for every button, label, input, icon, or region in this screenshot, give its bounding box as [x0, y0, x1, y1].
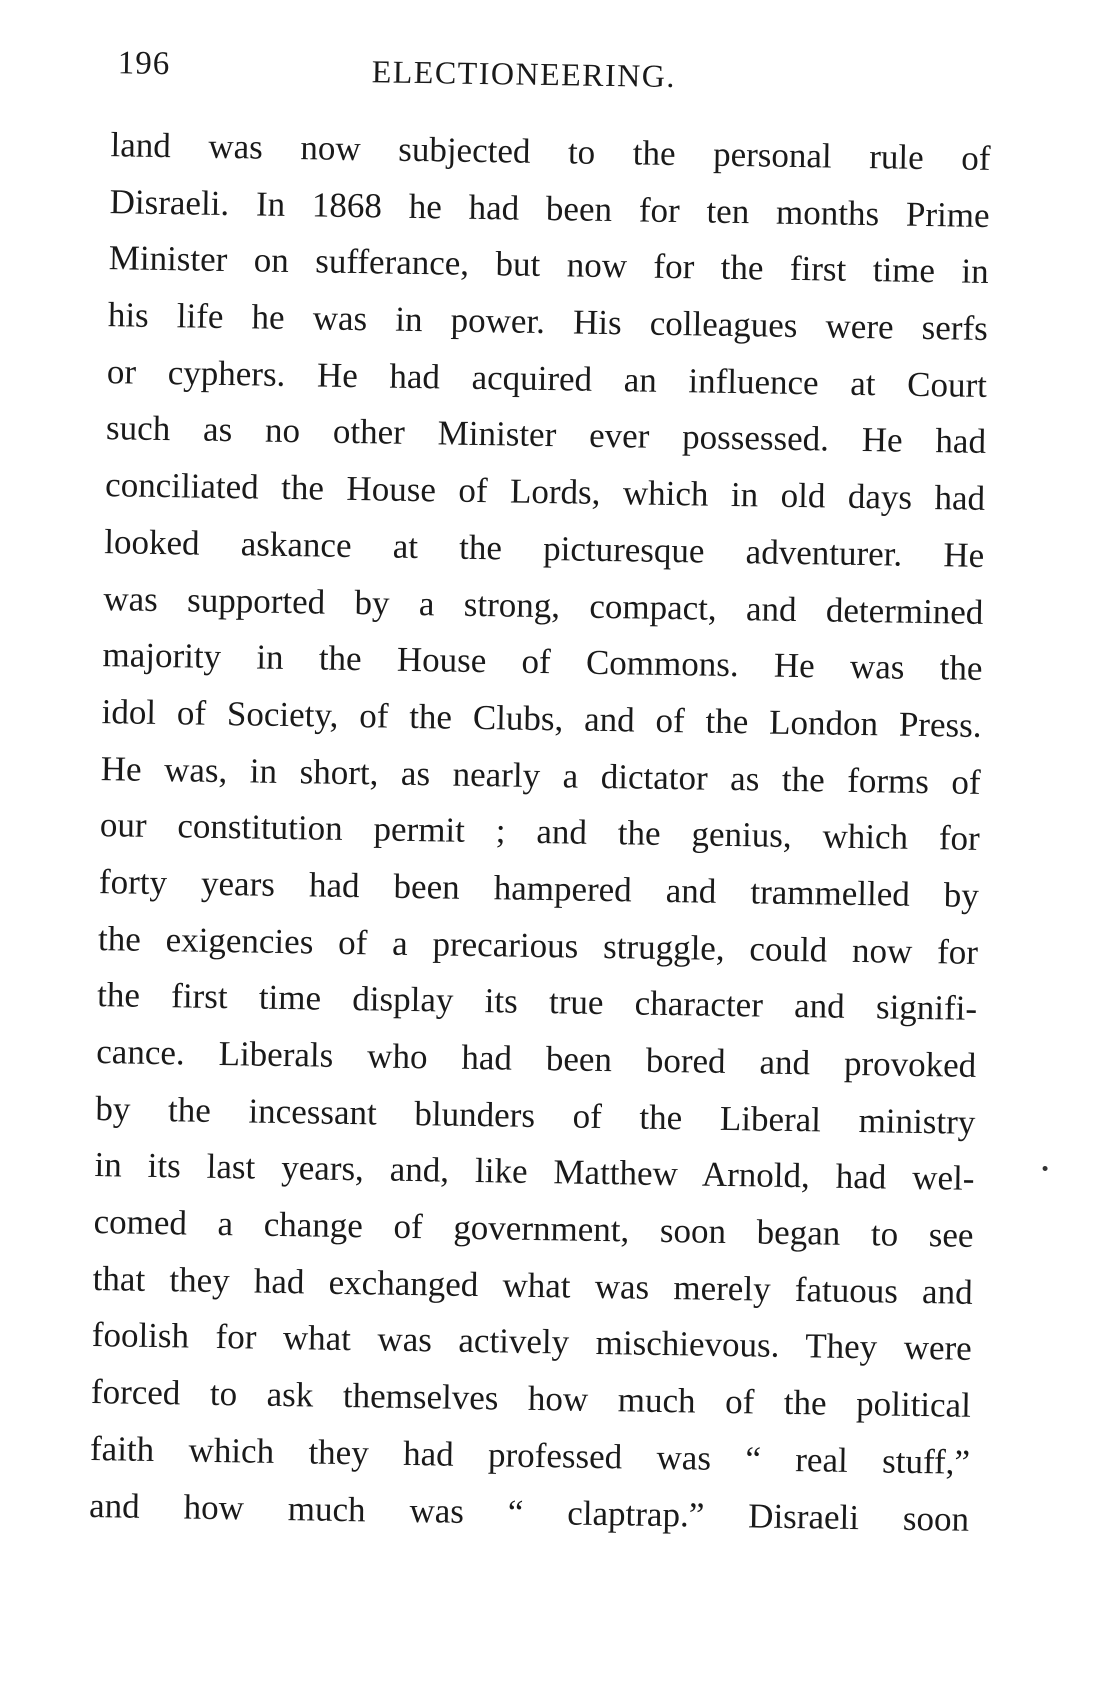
text-line: Minister on sufferance, but now for the first time in: [108, 238, 989, 292]
text-line: majority in the House of Commons. He was the: [102, 635, 983, 689]
text-line: idol of Society, of the Clubs, and of the London Press.: [101, 691, 982, 745]
text-line: conciliated the House of Lords, which in old days had: [104, 465, 986, 519]
text-line: looked askance at the picturesque adventurer. He: [104, 521, 985, 575]
text-line: that they had exchanged what was merely fatuous and: [92, 1258, 973, 1312]
text-line: land was now subjected to the personal rule of: [110, 125, 991, 178]
body-text: [89, 117, 991, 1548]
text-line: Disraeli. In 1868 he had been for ten months Prime: [109, 181, 990, 235]
page-number: 196: [117, 45, 171, 83]
text-line: He was, in short, as nearly a dictator as the forms of: [100, 748, 981, 802]
text-line: cance. Liberals who had been bored and provoked: [96, 1032, 977, 1085]
text-line: comed a change of government, soon began to see: [93, 1202, 974, 1255]
text-line: was supported by a strong, compact, and determined: [103, 578, 984, 632]
text-line: in its last years, and, like Matthew Arnold, had wel-: [94, 1145, 975, 1199]
text-line: his life he was in power. His colleagues were serfs: [107, 295, 989, 349]
text-line: the exigencies of a precarious struggle, could now for: [97, 918, 979, 972]
text-line: and how much was “ claptrap.” Disraeli soon: [88, 1485, 970, 1539]
text-line: faith which they had professed was “ real stuff,”: [89, 1428, 971, 1482]
text-line: our constitution permit ; and the genius, which for: [99, 805, 981, 859]
text-line: such as no other Minister ever possessed. He had: [105, 408, 987, 462]
text-line: by the incessant blunders of the Liberal ministry: [95, 1088, 976, 1142]
running-title: ELECTIONEERING.: [371, 53, 677, 95]
text-line: forty years had been hampered and trammelled by: [98, 862, 980, 915]
text-line: foolish for what was actively mischievous. They were: [91, 1315, 973, 1369]
text-line: forced to ask themselves how much of the political: [90, 1372, 972, 1425]
text-line: or cyphers. He had acquired an influence at Court: [106, 351, 988, 405]
page-header: [113, 45, 994, 113]
margin-speck: [1043, 1166, 1048, 1171]
text-line: the first time display its true character and signifi-: [96, 975, 978, 1029]
